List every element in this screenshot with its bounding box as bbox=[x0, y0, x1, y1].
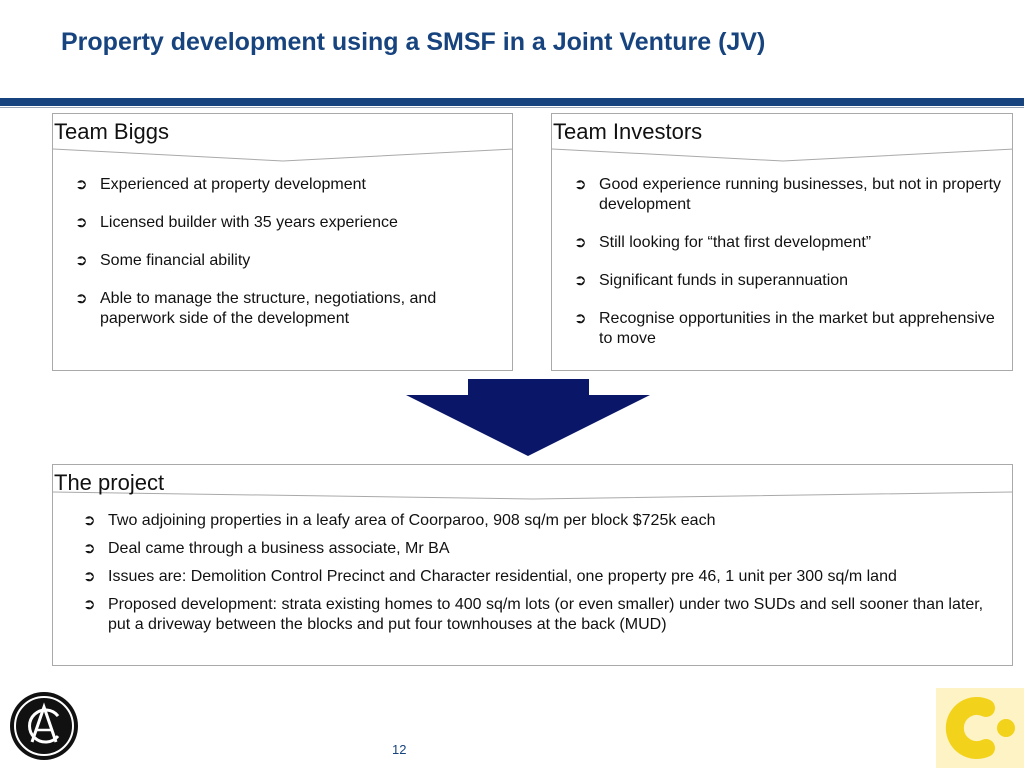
list-item-text: Able to manage the structure, negotiations, and paperwork side of the development bbox=[100, 290, 437, 327]
list-item bbox=[74, 289, 504, 329]
list-item bbox=[82, 595, 1002, 635]
list-item bbox=[74, 175, 504, 195]
list-item-text: Some financial ability bbox=[100, 252, 251, 269]
list-item bbox=[74, 213, 504, 233]
ac-monogram-logo bbox=[8, 690, 80, 762]
team-biggs-title: Team Biggs bbox=[54, 119, 169, 144]
arrow-bullet-icon: ➲ bbox=[83, 568, 96, 585]
title-divider bbox=[0, 98, 1024, 106]
list-item-text: Significant funds in superannuation bbox=[599, 272, 849, 289]
list-item bbox=[82, 567, 1002, 587]
list-item-text: Issues are: Demolition Control Precinct and Character residential, one property pre 46, 1 unit per 300 sq/m land bbox=[108, 568, 897, 585]
arrow-bullet-icon: ➲ bbox=[75, 176, 88, 193]
team-biggs-list bbox=[74, 175, 504, 347]
panel-header-chevron bbox=[53, 465, 1012, 505]
list-item-text: Licensed builder with 35 years experience bbox=[100, 214, 398, 231]
list-item bbox=[82, 511, 1002, 531]
list-item bbox=[573, 309, 1003, 349]
list-item-text: Still looking for “that first development” bbox=[599, 234, 872, 251]
arrow-bullet-icon: ➲ bbox=[574, 176, 587, 193]
arrow-bullet-icon: ➲ bbox=[75, 214, 88, 231]
list-item-text: Good experience running businesses, but not in property development bbox=[599, 176, 1002, 213]
list-item bbox=[573, 233, 1003, 253]
arrow-bullet-icon: ➲ bbox=[75, 252, 88, 269]
list-item bbox=[82, 539, 1002, 559]
c-logo bbox=[936, 688, 1024, 768]
list-item-text: Proposed development: strata existing homes to 400 sq/m lots (or even smaller) under two SUDs and sell sooner than later, put a driveway between the blocks and put four townhouses at the back (MUD) bbox=[108, 596, 984, 633]
list-item bbox=[74, 251, 504, 271]
list-item-text: Two adjoining properties in a leafy area of Coorparoo, 908 sq/m per block $725k each bbox=[108, 512, 716, 529]
page-number: 12 bbox=[392, 742, 407, 757]
team-investors-panel bbox=[551, 113, 1013, 371]
slide-title: Property development using a SMSF in a Joint Venture (JV) bbox=[61, 28, 766, 56]
down-arrow-icon bbox=[406, 379, 650, 457]
list-item-text: Experienced at property development bbox=[100, 176, 366, 193]
list-item bbox=[573, 175, 1003, 215]
list-item-text: Recognise opportunities in the market but apprehensive to move bbox=[599, 310, 995, 347]
list-item bbox=[573, 271, 1003, 291]
title-divider-thin bbox=[0, 107, 1024, 108]
arrow-bullet-icon: ➲ bbox=[574, 272, 587, 289]
project-list bbox=[82, 511, 1002, 643]
c-logo-mark bbox=[936, 688, 1024, 768]
arrow-bullet-icon: ➲ bbox=[574, 234, 587, 251]
project-panel bbox=[52, 464, 1013, 666]
team-investors-title: Team Investors bbox=[553, 119, 703, 144]
arrow-bullet-icon: ➲ bbox=[83, 512, 96, 529]
team-investors-list bbox=[573, 175, 1003, 367]
arrow-bullet-icon: ➲ bbox=[574, 310, 587, 327]
arrow-bullet-icon: ➲ bbox=[75, 290, 88, 307]
arrow-bullet-icon: ➲ bbox=[83, 540, 96, 557]
list-item-text: Deal came through a business associate, Mr BA bbox=[108, 540, 450, 557]
arrow-bullet-icon: ➲ bbox=[83, 596, 96, 613]
team-biggs-panel bbox=[52, 113, 513, 371]
project-title: The project bbox=[54, 470, 165, 495]
